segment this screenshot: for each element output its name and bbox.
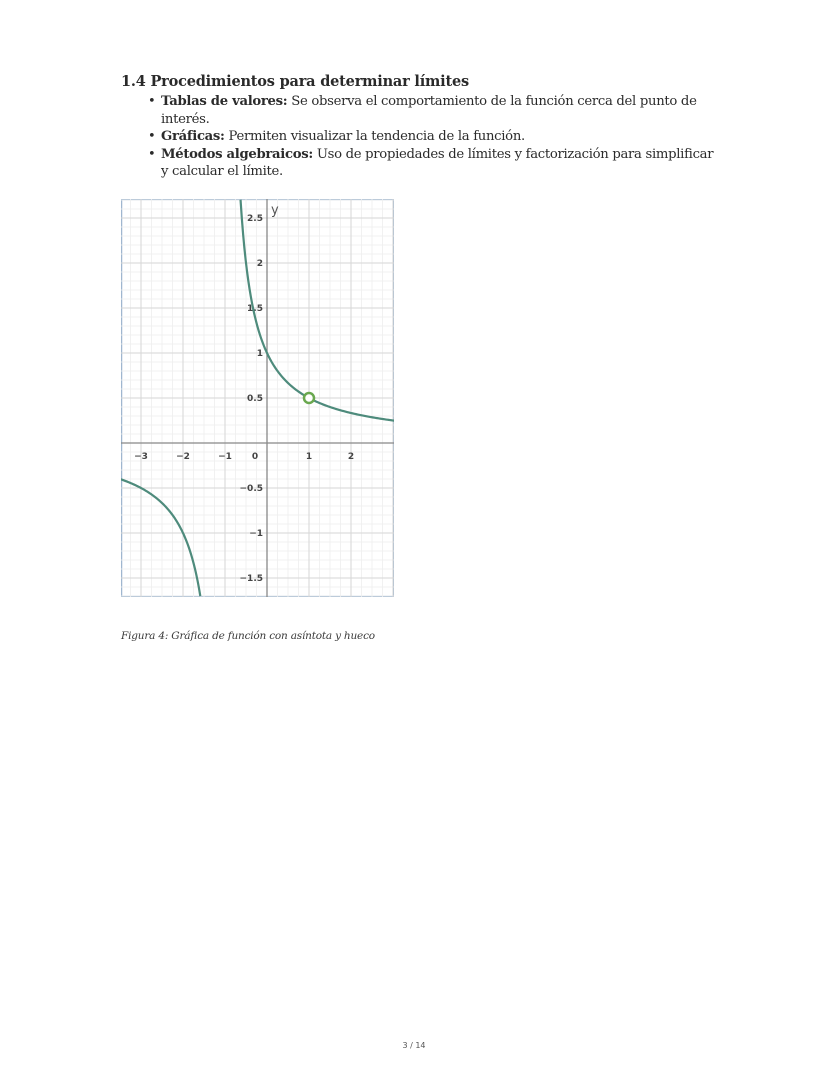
y-tick-label: 2.5 (247, 214, 263, 224)
page-number: 3 / 14 (402, 1041, 426, 1050)
list-item-graficas (148, 128, 721, 146)
procedures-list (121, 93, 721, 181)
list-item-tablas (148, 93, 721, 128)
graph-canvas (121, 199, 394, 597)
y-tick-label: −1 (249, 529, 263, 539)
description: Uso de propiedades de límites y factorización para simplificar y calcular el límite. (161, 146, 714, 179)
bullet-icon: • (148, 94, 156, 109)
function-graph (121, 199, 394, 597)
section-heading: 1.4 Procedimientos para determinar límites (121, 73, 469, 90)
x-tick-label: 1 (305, 452, 313, 462)
figure-caption: Figura 4: Gráfica de función con asíntota y hueco (121, 630, 375, 642)
hole-marker-icon (304, 393, 314, 403)
x-tick-label: 0 (251, 452, 259, 462)
description: Permiten visualizar la tendencia de la función. (224, 129, 525, 144)
x-tick-label: 2 (347, 452, 355, 462)
y-tick-label: 1 (256, 349, 263, 359)
list-item-metodos (148, 146, 721, 181)
term: Tablas de valores: (161, 94, 288, 109)
bullet-icon: • (148, 146, 156, 162)
y-axis-label: y (271, 203, 279, 218)
y-tick-label: 2 (256, 259, 263, 269)
y-tick-label: −0.5 (239, 484, 263, 494)
x-tick-label: −2 (176, 452, 190, 462)
description: Se observa el comportamiento de la función cerca del punto de interés. (161, 94, 697, 127)
y-tick-label: 0.5 (247, 394, 263, 404)
term: Gráficas: (161, 129, 225, 144)
bullet-icon: • (148, 129, 156, 144)
y-tick-label: 1.5 (247, 304, 263, 314)
x-tick-label: −1 (218, 452, 232, 462)
x-tick-label: −3 (134, 452, 148, 462)
term: Métodos algebraicos: (161, 146, 313, 162)
y-tick-label: −1.5 (239, 574, 263, 584)
